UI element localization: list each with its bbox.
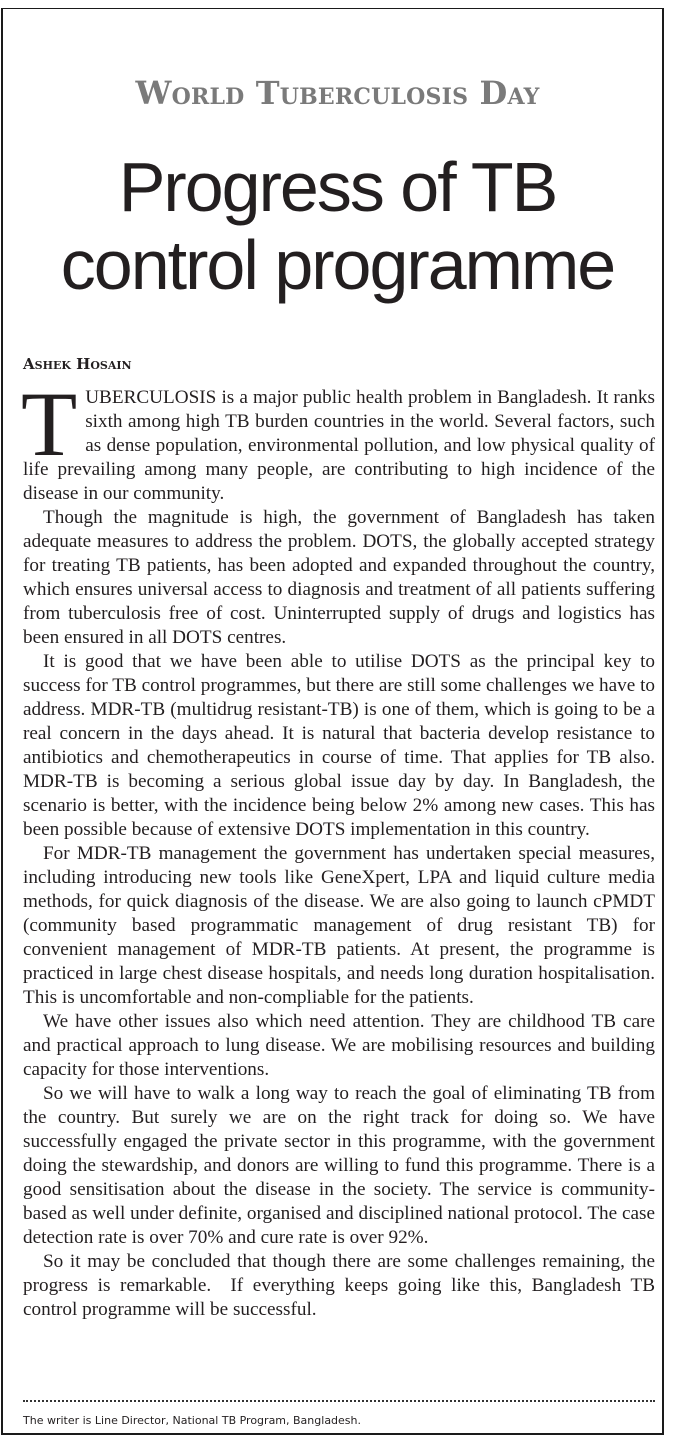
section-kicker: World Tuberculosis Day [135, 74, 540, 112]
paragraph-1 [21, 373, 655, 506]
headline-line-2: control programme [60, 226, 615, 304]
article-body [21, 373, 660, 1322]
paragraph-2: Though the magnitude is high, the government of Bangladesh has taken adequate measures to address the problem. DOTS, the globally accepted strategy for treating TB patients, has been adopted and expanded throughout the country, which ensures universal access to diagnosis and treatment of all patients suffering from tuberculosis free of cost. Uninterrupted supply of drugs and logistics has been ensured in all DOTS centres. [23, 507, 655, 648]
drop-cap: T [21, 373, 78, 475]
author-footnote: The writer is Line Director, National TB Program, Bangladesh. [23, 1414, 362, 1427]
paragraph-5: We have other issues also which need attention. They are childhood TB care and practical approach to lung disease. We are mobilising resources and building capacity for those interventions. [23, 1011, 655, 1080]
paragraph-6: So we will have to walk a long way to reach the goal of eliminating TB from the country. But surely we are on the right track for doing so. We have successfully engaged the private sector in this programme, with the government doing the stewardship, and donors are willing to fund this programme. There is a good sensitisation about the disease in the society. The service is community-based as well under definite, organised and disciplined national protocol. The case detection rate is over 70% and cure rate is over 92%. [23, 1083, 655, 1248]
headline-line-1: Progress of TB [118, 148, 557, 226]
paragraph-7: So it may be concluded that though there are some challenges remaining, the progress is remarkable. If everything keeps going like this, Bangladesh TB control programme will be successful. [23, 1251, 660, 1320]
headline [0, 148, 675, 304]
paragraph-3: It is good that we have been able to utilise DOTS as the principal key to success for TB control programmes, but there are still some challenges we have to address. MDR-TB (multidrug resistant-TB) is one of them, which is going to be a real concern in the days ahead. It is natural that bacteria develop resistance to antibiotics and chemotherapeutics in course of time. That applies for TB also. MDR-TB is becoming a serious global issue day by day. In Bangladesh, the scenario is better, with the incidence being below 2% among new cases. This has been possible because of extensive DOTS implementation in this country. [23, 651, 655, 840]
byline: Ashek Hosain [23, 355, 132, 373]
paragraph-1-text: UBERCULOSIS is a major public health problem in Bangladesh. It ranks sixth among high TB burden countries in the world. Several factors, such as dense population, environmental pollution, and low physical quality of life prevailing among many people, are contributing to high incidence of the disease in our community. [23, 387, 655, 504]
dotted-divider [23, 1400, 655, 1402]
paragraph-4: For MDR-TB management the government has undertaken special measures, including introducing new tools like GeneXpert, LPA and liquid culture media methods, for quick diagnosis of the disease. We are also going to launch cPMDT (community based programmatic management of drug resistant TB) for convenient management of MDR-TB patients. At present, the programme is practiced in large chest disease hospitals, and needs long duration hospitalisation. This is uncomfortable and non-compliable for the patients. [23, 843, 655, 1008]
